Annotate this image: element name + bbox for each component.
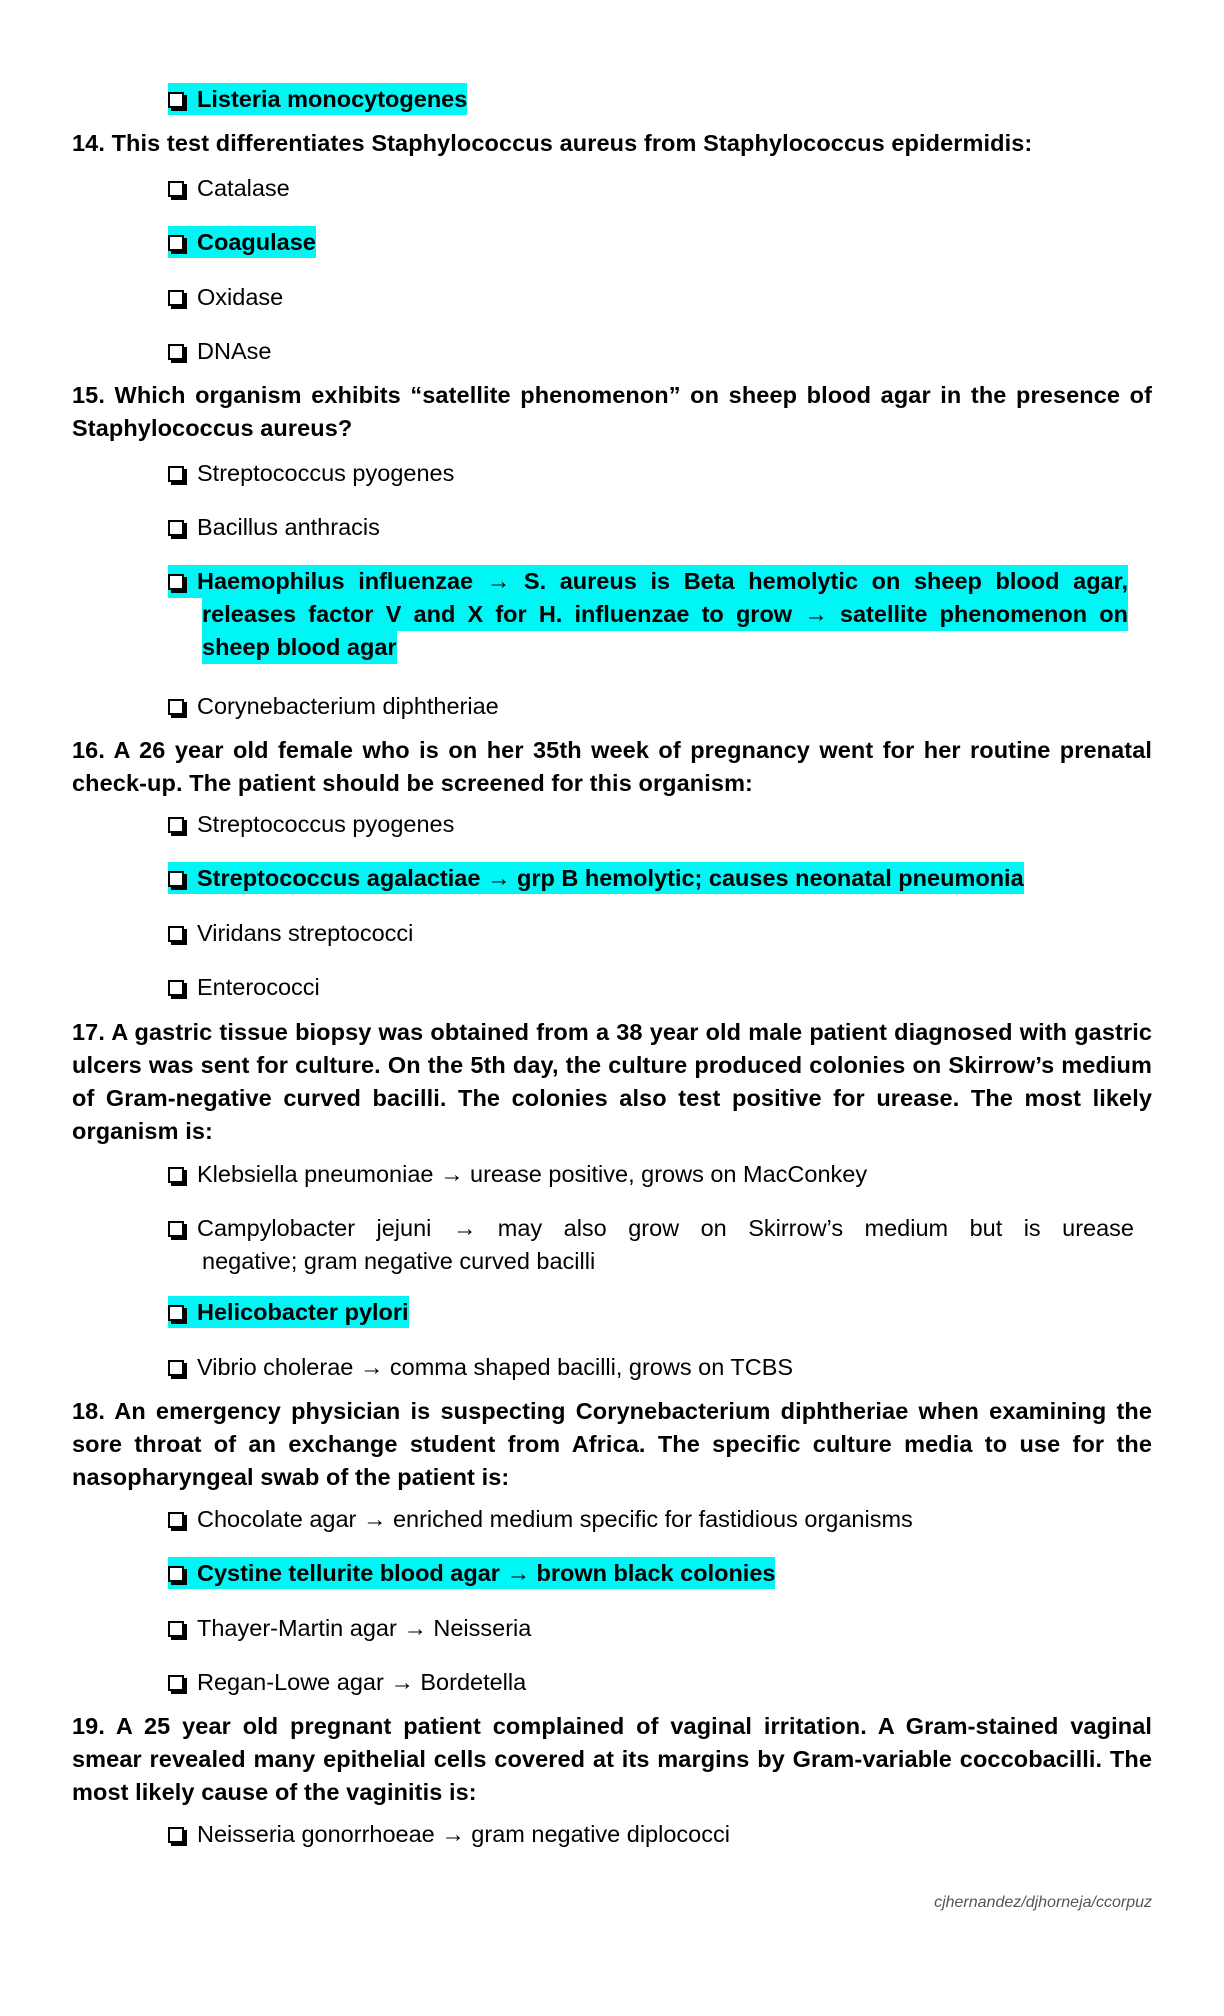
- checkbox-icon: [168, 1167, 184, 1183]
- q19-option-1: Neisseria gonorrhoeae → gram negative diplococci: [168, 1818, 730, 1851]
- checkbox-icon: [168, 817, 184, 833]
- option-listeria-answer: Listeria monocytogenes: [168, 83, 467, 116]
- q15-option-2: Bacillus anthracis: [168, 511, 380, 544]
- checkbox-icon: [168, 290, 184, 306]
- q16-option-3: Viridans streptococci: [168, 917, 413, 950]
- q14-option-2-answer: Coagulase: [168, 226, 316, 259]
- q18-option-1: Chocolate agar → enriched medium specific for fastidious organisms: [168, 1503, 913, 1536]
- checkbox-icon: [168, 1621, 184, 1637]
- q16-option-4: Enterococci: [168, 971, 320, 1004]
- checkbox-icon: [168, 574, 184, 590]
- q16-option-2-answer: Streptococcus agalactiae → grp B hemolytic; causes neonatal pneumonia: [168, 862, 1024, 895]
- checkbox-icon: [168, 980, 184, 996]
- checkbox-icon: [168, 1566, 184, 1582]
- q17-option-3-answer: Helicobacter pylori: [168, 1296, 409, 1329]
- q15-option-1: Streptococcus pyogenes: [168, 457, 454, 490]
- checkbox-icon: [168, 1827, 184, 1843]
- checkbox-icon: [168, 235, 184, 251]
- q18-option-4: Regan-Lowe agar → Bordetella: [168, 1666, 526, 1699]
- checkbox-icon: [168, 1512, 184, 1528]
- q14-option-1: Catalase: [168, 172, 290, 205]
- question-19: 19. A 25 year old pregnant patient complained of vaginal irritation. A Gram-stained vaginal smear revealed many epithelial cells covered at its margins by Gram-variable coccobacilli. The most likely cause of the vaginitis is:: [72, 1713, 1152, 1805]
- checkbox-icon: [168, 181, 184, 197]
- checkbox-icon: [168, 520, 184, 536]
- q18-option-3: Thayer-Martin agar → Neisseria: [168, 1612, 531, 1645]
- footer-credits: cjhernandez/djhorneja/ccorpuz: [934, 1894, 1152, 1911]
- q18-option-2-answer: Cystine tellurite blood agar → brown black colonies: [168, 1557, 775, 1590]
- checkbox-icon: [168, 1675, 184, 1691]
- checkbox-icon: [168, 871, 184, 887]
- q15-option-4: Corynebacterium diphtheriae: [168, 690, 499, 723]
- checkbox-icon: [168, 1221, 184, 1237]
- checkbox-icon: [168, 92, 184, 108]
- question-16: 16. A 26 year old female who is on her 35th week of pregnancy went for her routine prenatal check-up. The patient should be screened for this organism:: [72, 737, 1152, 796]
- q17-option-2: Campylobacter jejuni → may also grow on Skirrow’s medium but is urease negative; gram negative curved bacilli: [168, 1212, 1138, 1278]
- q16-option-1: Streptococcus pyogenes: [168, 808, 454, 841]
- checkbox-icon: [168, 344, 184, 360]
- question-18: 18. An emergency physician is suspecting Corynebacterium diphtheriae when examining the sore throat of an exchange student from Africa. The specific culture media to use for the nasopharyngeal swab of the patient is:: [72, 1398, 1152, 1490]
- question-14: 14. This test differentiates Staphylococcus aureus from Staphylococcus epidermidis:: [72, 130, 1033, 156]
- checkbox-icon: [168, 699, 184, 715]
- q14-option-4: DNAse: [168, 335, 271, 368]
- question-15: 15. Which organism exhibits “satellite phenomenon” on sheep blood agar in the presence of Staphylococcus aureus?: [72, 382, 1152, 441]
- q15-option-3-answer: Haemophilus influenzae → S. aureus is Beta hemolytic on sheep blood agar, releases factor V and X for H. influenzae to grow → satellite phenomenon on sheep blood agar: [168, 565, 1128, 664]
- q17-option-1: Klebsiella pneumoniae → urease positive, grows on MacConkey: [168, 1158, 867, 1191]
- checkbox-icon: [168, 1305, 184, 1321]
- checkbox-icon: [168, 1360, 184, 1376]
- q14-option-3: Oxidase: [168, 281, 283, 314]
- question-17: 17. A gastric tissue biopsy was obtained from a 38 year old male patient diagnosed with gastric ulcers was sent for culture. On the 5th day, the culture produced colonies on Skirrow’s medium of Gram-negative curved bacilli. The colonies also test positive for urease. The most likely organism is:: [72, 1019, 1152, 1144]
- checkbox-icon: [168, 926, 184, 942]
- q17-option-4: Vibrio cholerae → comma shaped bacilli, grows on TCBS: [168, 1351, 793, 1384]
- checkbox-icon: [168, 466, 184, 482]
